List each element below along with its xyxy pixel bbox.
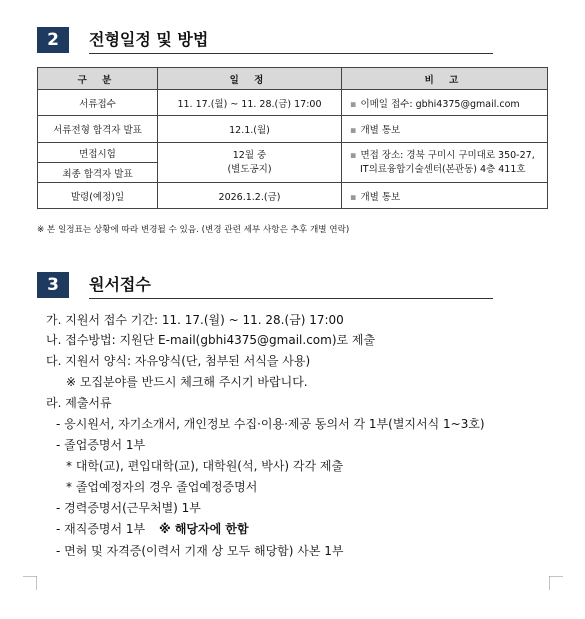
remark-text: 개별 통보	[360, 191, 401, 203]
application-period: 가. 지원서 접수 기간: 11. 17.(월) ~ 11. 28.(금) 17:00	[46, 313, 344, 327]
table-row	[38, 90, 548, 116]
section-title: 전형일정 및 방법	[89, 30, 209, 49]
submission-docs-heading: 라. 제출서류	[46, 396, 112, 410]
schedule-line: 12월 중	[232, 149, 267, 161]
page-corner-mark-right	[549, 576, 563, 590]
row-schedule	[158, 143, 342, 183]
row-schedule: 11. 17.(월) ~ 11. 28.(금) 17:00	[158, 90, 342, 116]
table-header-row	[38, 68, 548, 90]
doc-item: - 경력증명서(근무처별) 1부	[56, 501, 201, 515]
remark-text: 이메일 접수: gbhi4375@gmail.com	[360, 98, 520, 110]
column-header: 비 고	[342, 68, 548, 90]
section-rule	[89, 53, 493, 54]
remark-text: IT의료융합기술센터(본관동) 4층 411호	[360, 163, 526, 175]
table-row	[38, 116, 548, 143]
doc-item: - 졸업증명서 1부	[56, 438, 146, 452]
row-category: 서류접수	[38, 90, 158, 116]
application-form-note: ※ 모집분야를 반드시 체크해 주시기 바랍니다.	[66, 375, 308, 389]
remark-text: 면접 장소: 경북 구미시 구미대로 350-27,	[360, 149, 535, 161]
table-row	[38, 183, 548, 209]
row-remark	[342, 90, 548, 116]
row-category: 서류전형 합격자 발표	[38, 116, 158, 143]
section-number: 3	[37, 272, 69, 298]
row-category: 발령(예정)일	[38, 183, 158, 209]
doc-item: - 면허 및 자격증(이력서 기재 상 모두 해당함) 사본 1부	[56, 544, 344, 558]
doc-item-emphasis: ※ 해당자에 한함	[158, 522, 249, 536]
application-method: 나. 접수방법: 지원단 E-mail(gbhi4375@gmail.com)로 제출	[46, 333, 376, 347]
bullet-dot-icon: ▪	[350, 149, 357, 161]
remark-text: 개별 통보	[360, 125, 401, 136]
page-corner-mark-left	[23, 576, 37, 590]
doc-item-text: - 재직증명서 1부	[56, 522, 146, 536]
bullet-dot-icon: ▪	[350, 191, 357, 203]
schedule-footnote: ※ 본 일정표는 상황에 따라 변경될 수 있음. (변경 관련 세부 사항은 추후 개별 연락)	[37, 225, 350, 235]
schedule-line: (별도공지)	[227, 163, 272, 175]
row-remark	[342, 183, 548, 209]
doc-item	[56, 521, 249, 537]
row-category: 최종 합격자 발표	[38, 163, 158, 183]
section-rule	[89, 298, 493, 299]
section-number: 2	[37, 27, 69, 53]
bullet-dot-icon: ▪	[350, 98, 357, 110]
application-form: 다. 지원서 양식: 자유양식(단, 첨부된 서식을 사용)	[46, 354, 311, 368]
section-title: 원서접수	[89, 275, 151, 294]
bullet-dot-icon: ▪	[350, 125, 357, 136]
column-header: 구 분	[38, 68, 158, 90]
row-schedule: 2026.1.2.(금)	[158, 183, 342, 209]
column-header: 일 정	[158, 68, 342, 90]
row-remark	[342, 143, 548, 183]
doc-item: - 응시원서, 자기소개서, 개인정보 수집·이용·제공 동의서 각 1부(별지서식 1~3호)	[56, 417, 485, 431]
doc-subitem: * 대학(교), 편입대학(교), 대학원(석, 박사) 각각 제출	[66, 459, 344, 473]
row-category: 면접시험	[38, 143, 158, 163]
doc-subitem: * 졸업예정자의 경우 졸업예정증명서	[66, 480, 258, 494]
table-row	[38, 143, 548, 163]
schedule-table	[37, 67, 548, 209]
row-schedule: 12.1.(월)	[158, 116, 342, 143]
row-remark	[342, 116, 548, 143]
